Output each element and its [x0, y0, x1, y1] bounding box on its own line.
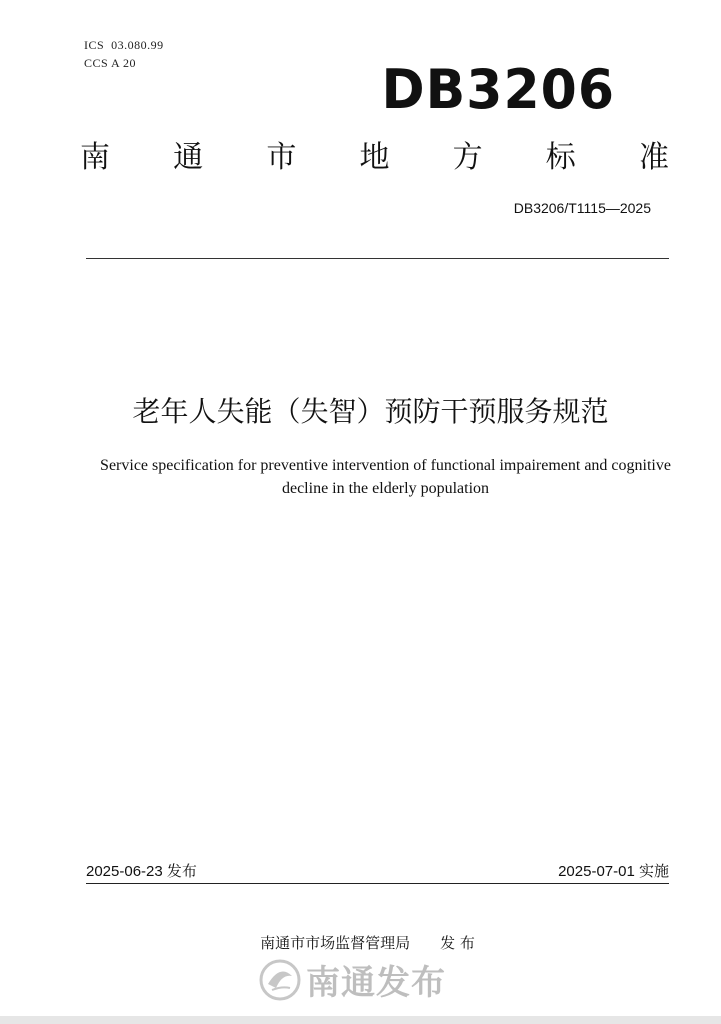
db-logo: DB3206: [381, 58, 615, 122]
page-bottom-edge: [0, 1016, 721, 1024]
publish-date: 2025-06-23 发布: [86, 863, 197, 880]
top-divider: [86, 258, 669, 259]
title-english: Service specification for preventive intervention of functional impairement and cognitive decline in the elderly population: [100, 457, 671, 497]
standard-type-char: 通: [173, 140, 204, 175]
standard-type-char: 方: [452, 140, 483, 175]
watermark-text: 南通发布: [306, 963, 446, 1003]
ccs-code: CCS A 20: [84, 56, 137, 70]
standard-type: [80, 138, 669, 178]
issuer-name: 南通市市场监督管理局: [260, 934, 411, 952]
title-chinese: 老年人失能（失智）预防干预服务规范: [132, 395, 609, 428]
standard-code: DB3206/T1115—2025: [513, 200, 651, 216]
bottom-divider: [86, 883, 669, 884]
issue-word: 发 布: [440, 934, 475, 952]
ics-code: ICS 03.080.99: [84, 38, 164, 52]
nantong-logo-icon: [258, 958, 302, 1002]
classification-codes: [84, 36, 164, 72]
watermark: [258, 955, 446, 1004]
standard-type-char: 标: [545, 140, 576, 175]
implement-date: 2025-07-01 实施: [558, 863, 669, 880]
standard-type-char: 市: [266, 140, 297, 175]
standard-type-char: 准: [638, 140, 669, 175]
standard-type-char: 地: [359, 140, 390, 175]
standard-type-char: 南: [80, 140, 110, 175]
issuer-line: [0, 932, 721, 953]
